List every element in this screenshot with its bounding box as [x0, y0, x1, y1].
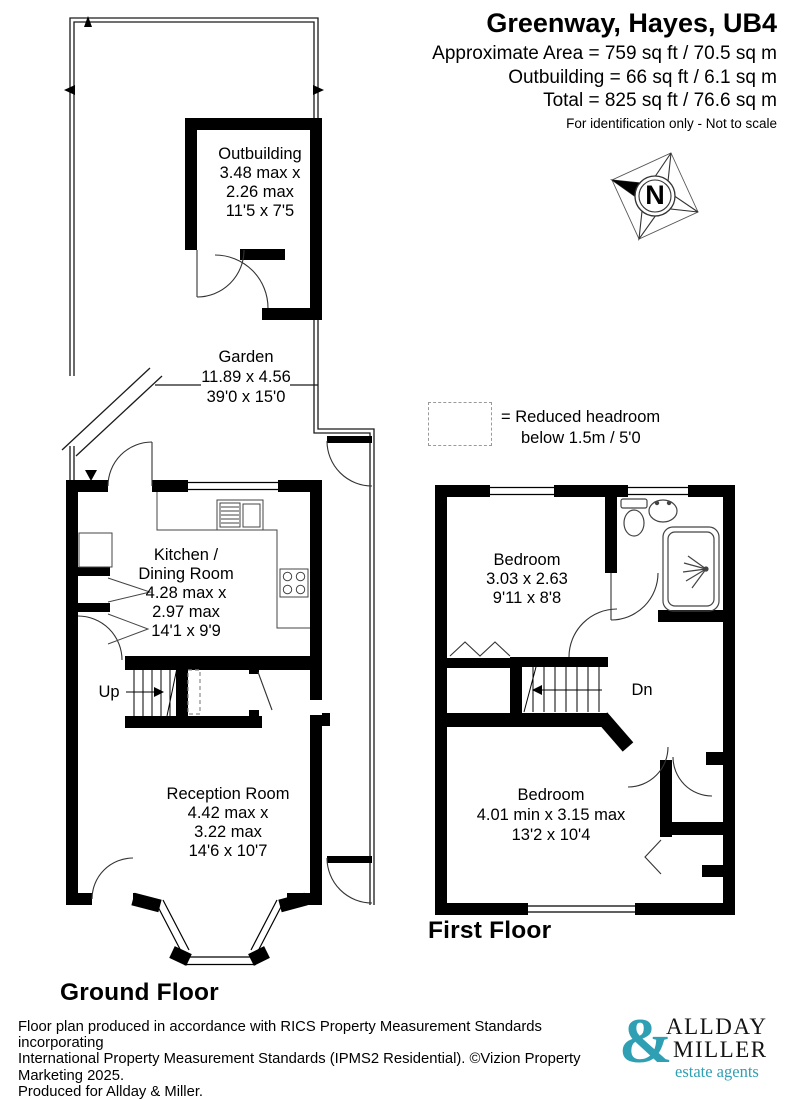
reduced-headroom-legend-swatch: [428, 402, 492, 446]
page-title: Greenway, Hayes, UB4: [486, 8, 777, 38]
ground-floor-title: Ground Floor: [60, 979, 219, 1006]
legend-line2: below 1.5m / 5'0: [521, 429, 641, 447]
total-area: Total = 825 sq ft / 76.6 sq m: [543, 90, 777, 111]
staircase-up: [126, 668, 177, 716]
up-arrow-head: [154, 687, 164, 697]
logo-name-top: ALLDAY: [666, 1014, 768, 1039]
footer-disclaimer: Floor plan produced in accordance with RICS Property Measurement Standards incorporating International Property Measurement Standards (IPMS2 Residential). ©Vizion Property Marketing 2025. Produced for Allday & Miller.: [18, 1019, 581, 1100]
logo-tagline: estate agents: [675, 1062, 759, 1081]
bedroom1-label: Bedroom 3.03 x 2.63 9'11 x 8'8: [486, 551, 568, 607]
first-floor-title: First Floor: [428, 917, 552, 944]
kitchen-dining-label: Kitchen / Dining Room 4.28 max x 2.97 max 14'1 x 9'9: [138, 546, 234, 640]
disclaimer-note: For identification only - Not to scale: [566, 115, 777, 131]
reception-room-label: Reception Room 4.42 max x 3.22 max 14'6 x 10'7: [166, 785, 290, 860]
kitchen-sink: [217, 500, 263, 530]
logo-ampersand: &: [619, 1005, 673, 1076]
allday-miller-logo: [619, 1005, 783, 1082]
kitchen-hob: [280, 569, 308, 597]
outbuilding-label: Outbuilding 3.48 max x 2.26 max 11'5 x 7'5: [218, 145, 302, 220]
basin-icon: [649, 500, 677, 522]
approximate-area: Approximate Area = 759 sq ft / 70.5 sq m: [432, 43, 777, 64]
garden-label: Garden 11.89 x 4.56 39'0 x 15'0: [201, 348, 291, 406]
bay-window: [133, 899, 306, 965]
stairs-up-label: Up: [98, 683, 120, 701]
stairs-down-label: Dn: [631, 681, 653, 699]
logo-name-bottom: MILLER: [673, 1037, 768, 1062]
toilet-icon: [621, 499, 647, 536]
first-floor-walls: [435, 485, 735, 915]
bedroom2-label: Bedroom 4.01 min x 3.15 max 13'2 x 10'4: [476, 786, 626, 844]
header: [432, 8, 777, 131]
legend-line1: = Reduced headroom: [501, 408, 661, 426]
shower-icon: [663, 527, 719, 611]
outbuilding-area: Outbuilding = 66 sq ft / 6.1 sq m: [508, 66, 777, 88]
first-floor-diagonal-wall: [602, 717, 628, 747]
reduced-headroom-area: [188, 670, 200, 714]
compass-north-label: N: [645, 179, 665, 210]
